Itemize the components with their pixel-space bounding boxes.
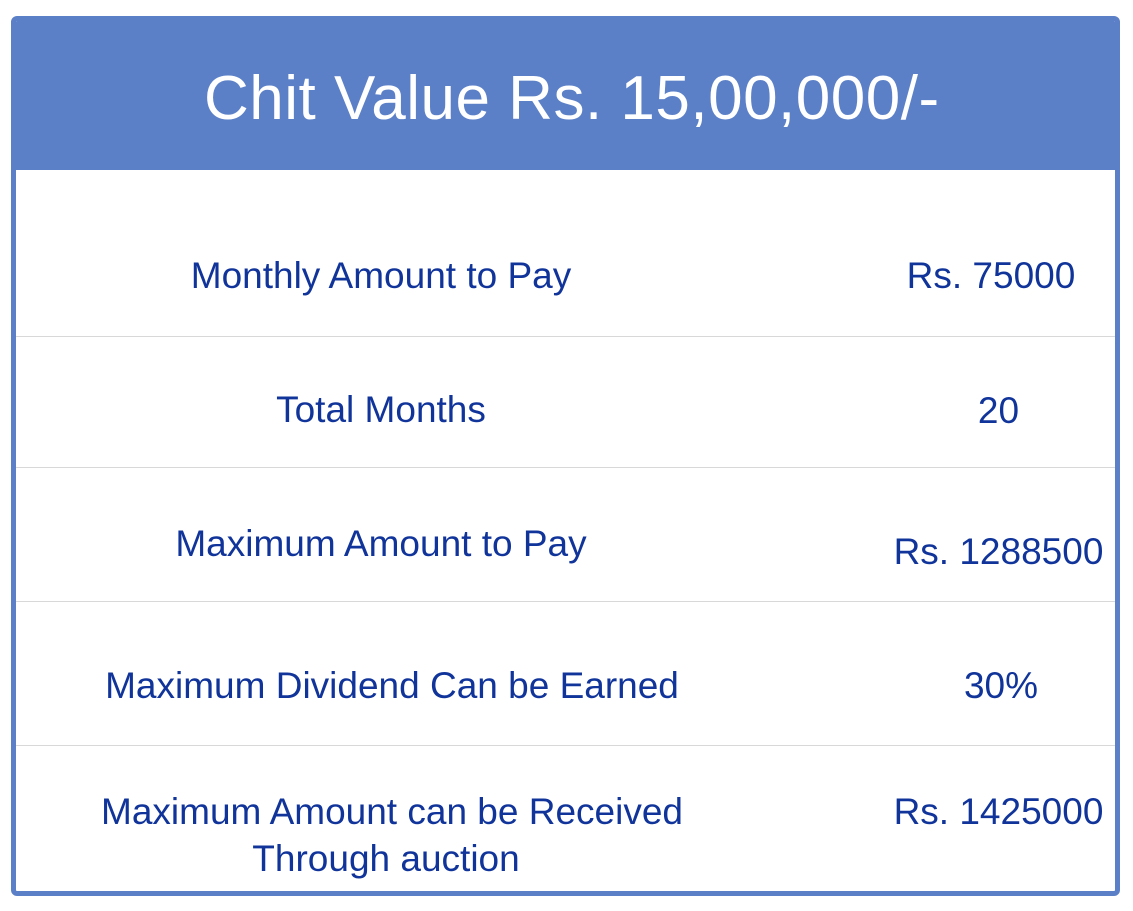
row-label-max-amount-received: Maximum Amount can be Received: [101, 791, 683, 832]
chit-value-title: Chit Value Rs. 15,00,000/-: [204, 64, 940, 133]
row-value-max-amount-pay: Rs. 1288500: [893, 531, 1104, 572]
row-divider: [16, 601, 1115, 602]
row-divider: [16, 745, 1115, 746]
row-label-monthly-amount: Monthly Amount to Pay: [190, 255, 572, 296]
card-header: [16, 21, 1115, 170]
row-divider: [16, 467, 1115, 468]
row-value-max-dividend: 30%: [963, 665, 1039, 706]
row-divider: [16, 336, 1115, 337]
row-value-monthly-amount: Rs. 75000: [906, 255, 1076, 296]
row-label-max-dividend: Maximum Dividend Can be Earned: [105, 665, 679, 706]
row-value-max-amount-received: Rs. 1425000: [893, 791, 1104, 832]
row-label-through-auction: Through auction: [252, 838, 520, 879]
row-label-max-amount-pay: Maximum Amount to Pay: [175, 523, 587, 564]
row-label-total-months: Total Months: [276, 389, 486, 430]
chit-plan-card: [11, 16, 1120, 896]
row-value-total-months: 20: [977, 390, 1020, 431]
